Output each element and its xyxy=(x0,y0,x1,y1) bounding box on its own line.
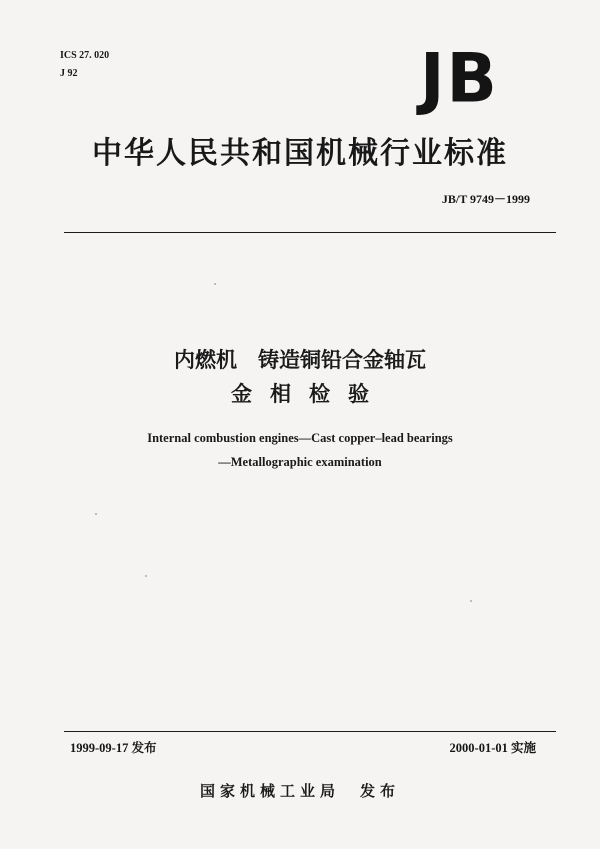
bottom-divider xyxy=(64,731,556,732)
scan-speck xyxy=(470,600,472,602)
ics-code: ICS 27. 020 xyxy=(60,50,110,61)
publisher: 国家机械工业局 发布 xyxy=(199,782,400,800)
issue-date: 1999-09-17 发布 xyxy=(70,741,157,755)
implementation-date: 2000-01-01 实施 xyxy=(449,741,536,755)
english-title-line2: —Metallographic examination xyxy=(218,455,382,469)
scan-speck xyxy=(145,575,147,577)
top-divider xyxy=(64,232,556,233)
scan-speck xyxy=(95,513,97,515)
chinese-title-line1: 内燃机 铸造铜铅合金轴瓦 xyxy=(174,348,426,372)
classification-code: J 92 xyxy=(60,68,78,79)
english-title-line1: Internal combustion engines—Cast copper–lead bearings xyxy=(147,431,453,445)
chinese-title-line2: 金相检验 xyxy=(231,382,387,406)
standard-number: JB/T 9749－1999 xyxy=(441,192,530,206)
jb-logo: JB xyxy=(420,39,499,118)
scan-speck xyxy=(214,283,216,285)
organization-title: 中华人民共和国机械行业标准 xyxy=(92,136,508,171)
